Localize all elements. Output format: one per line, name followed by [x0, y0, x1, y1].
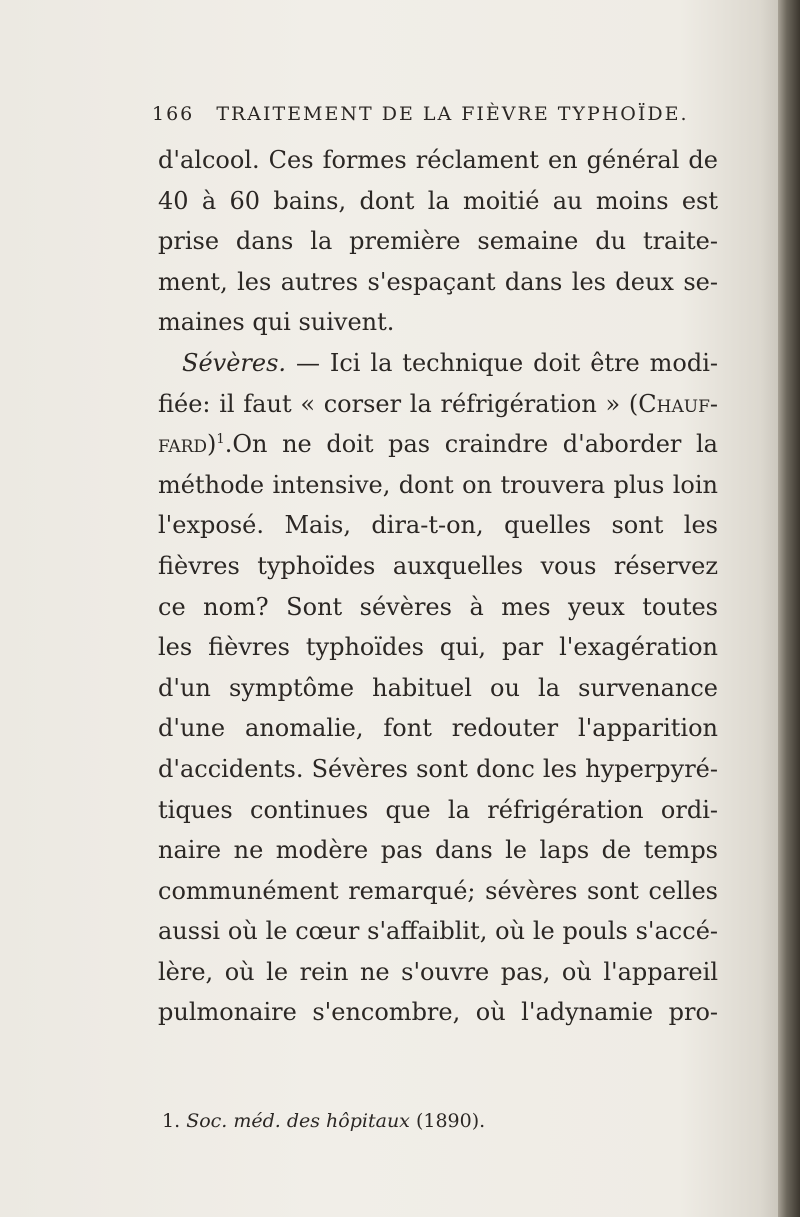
text-line — [158, 343, 718, 384]
footnote-source: Soc. méd. des hôpitaux — [186, 1110, 410, 1132]
text-line: lère, où le rein ne s'ouvre pas, où l'appareil — [158, 957, 718, 986]
footnote-year: (1890). — [415, 1110, 486, 1132]
text-line — [158, 424, 718, 465]
text-line: méthode intensive, dont on trouvera plus loin — [158, 470, 718, 499]
text-line: prise dans la première semaine du traite- — [158, 227, 718, 256]
text-line — [158, 384, 718, 425]
text-fragment: .On ne doit pas craindre d'aborder la — [224, 430, 718, 459]
text-line: d'accidents. Sévères sont donc les hyperpyré- — [158, 754, 718, 783]
text-line: naire ne modère pas dans le laps de temps — [158, 836, 718, 865]
text-line: ce nom? Sont sévères à mes yeux toutes — [158, 592, 718, 621]
body-text — [158, 140, 718, 1033]
text-line: communément remarqué; sévères sont celles — [158, 876, 718, 905]
text-line: l'exposé. Mais, dira-t-on, quelles sont les — [158, 511, 718, 540]
text-line: tiques continues que la réfrigération ordi- — [158, 795, 718, 824]
footnote — [162, 1110, 485, 1132]
text-line: 40 à 60 bains, dont la moitié au moins est — [158, 186, 718, 215]
footnote-number: 1. — [162, 1110, 181, 1132]
section-heading-severes: Sévères. — [182, 348, 287, 377]
running-header — [152, 103, 712, 125]
running-title: TRAITEMENT DE LA FIÈVRE TYPHOÏDE. — [216, 103, 689, 125]
text-line: maines qui suivent. — [158, 308, 395, 337]
text-line: pulmonaire s'encombre, où l'adynamie pro- — [158, 998, 718, 1027]
author-name-part: fard — [158, 430, 208, 459]
page-number: 166 — [152, 103, 195, 125]
text-line: les fièvres typhoïdes qui, par l'exagération — [158, 633, 718, 662]
text-fragment: fiée: il faut « corser la réfrigération » ( — [158, 389, 639, 418]
author-name-part: Chauf- — [638, 389, 718, 418]
text-line: d'alcool. Ces formes réclament en général de — [158, 146, 718, 174]
text-line: fièvres typhoïdes auxquelles vous réservez — [158, 551, 718, 580]
footnote-marker: 1 — [216, 432, 225, 448]
text-line: aussi où le cœur s'affaiblit, où le pouls s'accé- — [158, 917, 718, 946]
page-binding-edge — [778, 0, 800, 1217]
text-line: d'une anomalie, font redouter l'apparition — [158, 714, 718, 743]
text-line: d'un symptôme habituel ou la survenance — [158, 673, 718, 702]
text-fragment: ) — [207, 430, 217, 459]
text-line: ment, les autres s'espaçant dans les deux se- — [158, 267, 718, 296]
text-fragment: — Ici la technique doit être modi- — [286, 348, 718, 377]
